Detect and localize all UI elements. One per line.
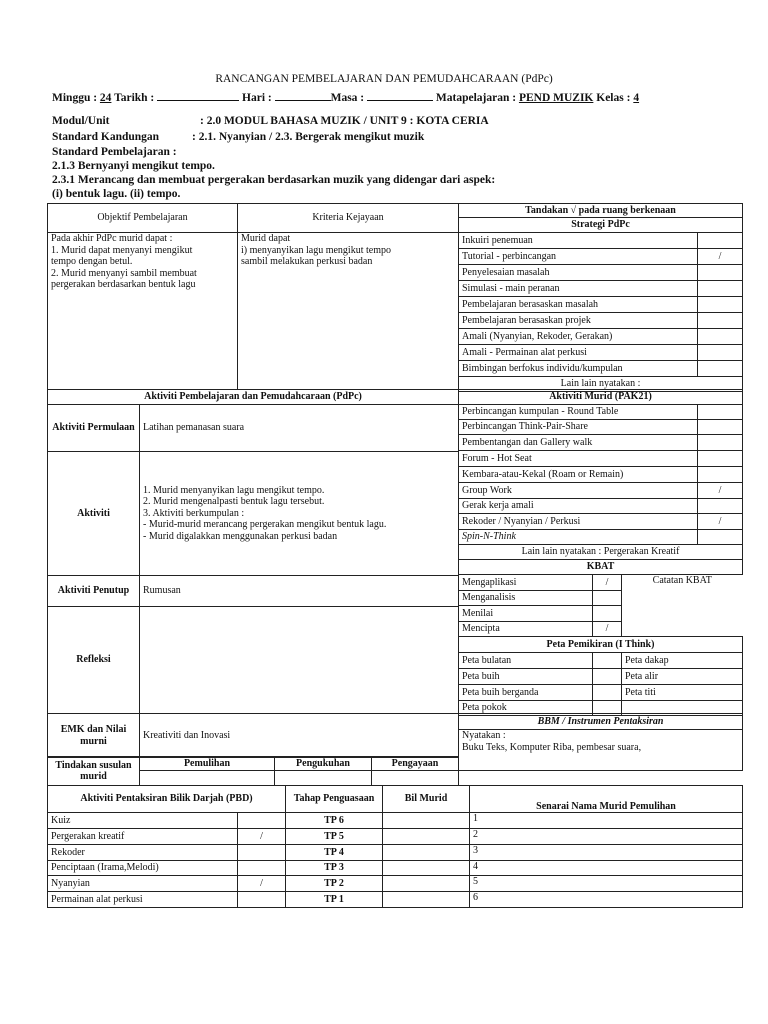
kriteria-content [238,233,459,390]
modul-label: Modul/Unit [52,115,110,127]
kbat-mark[interactable]: / [593,575,622,591]
strategi-item: Inkuiri penemuan [459,233,698,249]
ithink-header: Peta Pemikiran (I Think) [459,637,743,653]
strategi-item: Pembelajaran berasaskan masalah [459,297,698,313]
pak21-mark[interactable]: / [698,514,743,530]
bil-murid-field[interactable] [383,892,470,908]
strategi-mark[interactable] [698,313,743,329]
refleksi-content[interactable] [140,607,459,714]
kriteria-line: i) menyanyikan lagu mengikut tempo [241,244,391,256]
ithink-mark[interactable] [593,669,622,685]
ithink-table [458,636,743,716]
bil-murid-field[interactable] [383,876,470,892]
pbd-item: Rekoder [48,845,238,861]
strategi-table [458,203,743,392]
pak21-mark[interactable] [698,405,743,420]
pak21-mark[interactable] [698,451,743,467]
pemulihan-header: Pemulihan [140,757,275,771]
ithink-mark[interactable] [593,685,622,701]
bbm-line: Buku Teks, Komputer Riba, pembesar suara, [462,741,642,753]
pak21-item: Perbincangan Think-Pair-Share [459,420,698,435]
masa-blank [367,89,433,101]
strategi-header: Strategi PdPc [459,218,743,233]
pemulihan-field[interactable] [140,771,275,786]
senarai-row[interactable]: 1 [470,813,743,829]
aktiviti-line: - Murid digalakkan menggunakan perkusi badan [143,530,338,542]
refleksi-label: Refleksi [48,607,140,714]
senarai-header: Senarai Nama Murid Pemulihan [470,786,743,813]
pbd-item: Nyanyian [48,876,238,892]
objektif-line: 1. Murid dapat menyanyi mengikut [51,244,193,256]
strategi-item: Bimbingan berfokus individu/kumpulan [459,361,698,377]
pak21-mark[interactable] [698,467,743,483]
sp-item-3: (i) bentuk lagu. (ii) tempo. [52,188,181,200]
tarikh-label: Tarikh : [114,92,155,104]
kbat-mark[interactable]: / [593,622,622,637]
tarikh-blank [157,89,239,101]
tp-label: TP 4 [286,845,383,861]
strategi-mark[interactable] [698,265,743,281]
bil-murid-field[interactable] [383,845,470,861]
pak21-mark[interactable] [698,435,743,451]
senarai-row[interactable]: 6 [470,892,743,908]
kbat-item: Menganalisis [459,591,593,606]
kbat-mark[interactable] [593,591,622,606]
ithink-item: Peta pokok [459,701,593,716]
aktiviti-line: 1. Murid menyanyikan lagu mengikut tempo. [143,484,325,496]
penutup-label: Aktiviti Penutup [48,576,140,607]
strategi-mark[interactable]: / [698,249,743,265]
bil-murid-field[interactable] [383,813,470,829]
pak21-mark[interactable]: / [698,483,743,499]
senarai-row[interactable]: 5 [470,876,743,892]
matapelajaran-value: PEND MUZIK [518,92,594,104]
matapelajaran-label: Matapelajaran : [435,92,517,104]
strategi-mark[interactable] [698,361,743,377]
kelas-label: Kelas : [596,92,631,104]
strategi-item: Penyelesaian masalah [459,265,698,281]
bbm-line: Nyatakan : [462,730,506,741]
emk-text: Kreativiti dan Inovasi [140,714,459,758]
pbd-mark[interactable] [238,845,286,861]
strategi-item: Tutorial - perbincangan [459,249,698,265]
tindakan-label: Tindakan susulan murid [48,757,140,786]
strategi-mark[interactable] [698,329,743,345]
objektif-kriteria-table [47,203,459,390]
tp-label: TP 2 [286,876,383,892]
modul-line [52,115,489,127]
permulaan-label: Aktiviti Permulaan [48,405,140,452]
bil-murid-field[interactable] [383,829,470,845]
tp-label: TP 5 [286,829,383,845]
strategi-mark[interactable] [698,297,743,313]
pak21-mark[interactable] [698,420,743,435]
kbat-item: Mencipta [459,622,593,637]
kelas-value: 4 [633,92,640,104]
pbd-mark[interactable] [238,861,286,876]
bbm-table [458,713,743,771]
pbd-mark[interactable]: / [238,876,286,892]
strategi-mark[interactable] [698,281,743,297]
pbd-mark[interactable] [238,892,286,908]
pak21-item: Pembentangan dan Gallery walk [459,435,698,451]
tandakan-header: Tandakan √ pada ruang berkenaan [459,204,743,218]
info-line [52,89,639,104]
pak21-item: Rekoder / Nyanyian / Perkusi [459,514,698,530]
pak21-item: Group Work [459,483,698,499]
modul-value: : 2.0 MODUL BAHASA MUZIK / UNIT 9 : KOTA CERIA [200,115,489,127]
aktiviti-utama-content [140,452,459,576]
pak21-item: Gerak kerja amali [459,499,698,514]
ithink-item: Peta bulatan [459,653,593,669]
kbat-table [458,559,743,637]
pbd-item: Kuiz [48,813,238,829]
sp-item-2: 2.3.1 Merancang dan membuat pergerakan berdasarkan muzik yang didengar dari aspek: [52,174,496,186]
pak21-item: Kembara-atau-Kekal (Roam or Remain) [459,467,698,483]
kbat-item: Menilai [459,606,593,622]
pbd-header: Aktiviti Pentaksiran Bilik Darjah (PBD) [48,786,286,813]
kbat-item: Mengaplikasi [459,575,593,591]
kbat-header: KBAT [459,560,743,575]
strategi-mark[interactable] [698,233,743,249]
pbd-mark[interactable] [238,813,286,829]
document-title: RANCANGAN PEMBELAJARAN DAN PEMUDAHCARAAN (PdPc) [215,73,553,85]
senarai-row[interactable]: 3 [470,845,743,861]
ithink-item: Peta titi [622,685,743,701]
permulaan-text: Latihan pemanasan suara [140,405,459,452]
pak21-lain: Lain lain nyatakan : Pergerakan Kreatif [459,545,743,560]
pak21-item: Spin-N-Think [459,530,698,545]
aktiviti-header: Aktiviti Pembelajaran dan Pemudahcaraan (PdPc) [48,390,459,405]
strategi-item: Simulasi - main peranan [459,281,698,297]
pak21-item: Forum - Hot Seat [459,451,698,467]
tahap-header: Tahap Penguasaan [286,786,383,813]
penutup-text: Rumusan [140,576,459,607]
aktiviti-utama-label: Aktiviti [48,452,140,576]
pbd-mark[interactable]: / [238,829,286,845]
objektif-line: pergerakan berdasarkan bentuk lagu [51,279,196,290]
sk-value: : 2.1. Nyanyian / 2.3. Bergerak mengikut muzik [192,131,425,143]
pak21-mark[interactable] [698,530,743,545]
kriteria-line: sambil melakukan perkusi badan [241,256,373,267]
senarai-row[interactable]: 4 [470,861,743,876]
sk-line [52,131,424,143]
tp-label: TP 3 [286,861,383,876]
strategi-item: Amali (Nyanyian, Rekoder, Gerakan) [459,329,698,345]
ithink-item: Peta buih [459,669,593,685]
masa-label: Masa : [330,92,365,104]
strategi-item: Amali - Permainan alat perkusi [459,345,698,361]
pengayaan-field[interactable] [372,771,459,786]
pak21-header: Aktiviti Murid (PAK21) [459,390,743,405]
catatan-kbat: Catatan KBAT [622,575,743,637]
pak21-mark[interactable] [698,499,743,514]
pbd-item: Pergerakan kreatif [48,829,238,845]
emk-label: EMK dan Nilai murni [48,714,140,758]
objektif-header: Objektif Pembelajaran [48,204,238,233]
ithink-item: Peta buih berganda [459,685,593,701]
kriteria-header: Kriteria Kejayaan [238,204,459,233]
aktiviti-line: - Murid-murid merancang pergerakan mengikut bentuk lagu. [143,519,387,531]
pengukuhan-header: Pengukuhan [275,757,372,771]
pengayaan-header: Pengayaan [372,757,459,771]
ithink-item: Peta dakap [622,653,743,669]
pbd-table [47,785,743,908]
hari-blank [275,89,331,101]
bbm-header: BBM / Instrumen Pentaksiran [459,714,743,730]
strategi-lain: Lain lain nyatakan : [459,377,743,392]
senarai-row[interactable]: 2 [470,829,743,845]
sp-item-1: 2.1.3 Bernyanyi mengikut tempo. [52,160,215,172]
objektif-line: tempo dengan betul. [51,256,133,267]
aktiviti-line: 3. Aktiviti berkumpulan : [143,507,245,519]
bil-murid-field[interactable] [383,861,470,876]
pbd-item: Permainan alat perkusi [48,892,238,908]
aktiviti-line: 2. Murid mengenalpasti bentuk lagu tersebut. [143,496,325,508]
sk-label: Standard Kandungan [52,131,160,143]
tp-label: TP 6 [286,813,383,829]
pak21-table [458,389,743,560]
ithink-item: Peta alir [622,669,743,685]
tindakan-table [47,756,459,786]
minggu-label: Minggu : [52,92,98,104]
bbm-content [459,730,743,771]
objektif-line: Pada akhir PdPc murid dapat : [51,233,173,244]
sp-label: Standard Pembelajaran : [52,146,177,158]
minggu-value: 24 [99,92,112,104]
objektif-line: 2. Murid menyanyi sambil membuat [51,267,197,279]
aktiviti-table [47,389,459,758]
bil-murid-header: Bil Murid [383,786,470,813]
pbd-item: Penciptaan (Irama,Melodi) [48,861,238,876]
strategi-item: Pembelajaran berasaskan projek [459,313,698,329]
kriteria-line: Murid dapat [241,233,291,244]
objektif-content [48,233,238,390]
ithink-mark[interactable] [593,653,622,669]
hari-label: Hari : [242,92,272,104]
pengukuhan-field[interactable] [275,771,372,786]
tp-label: TP 1 [286,892,383,908]
pak21-item: Perbincangan kumpulan - Round Table [459,405,698,420]
kbat-mark[interactable] [593,606,622,622]
strategi-mark[interactable] [698,345,743,361]
